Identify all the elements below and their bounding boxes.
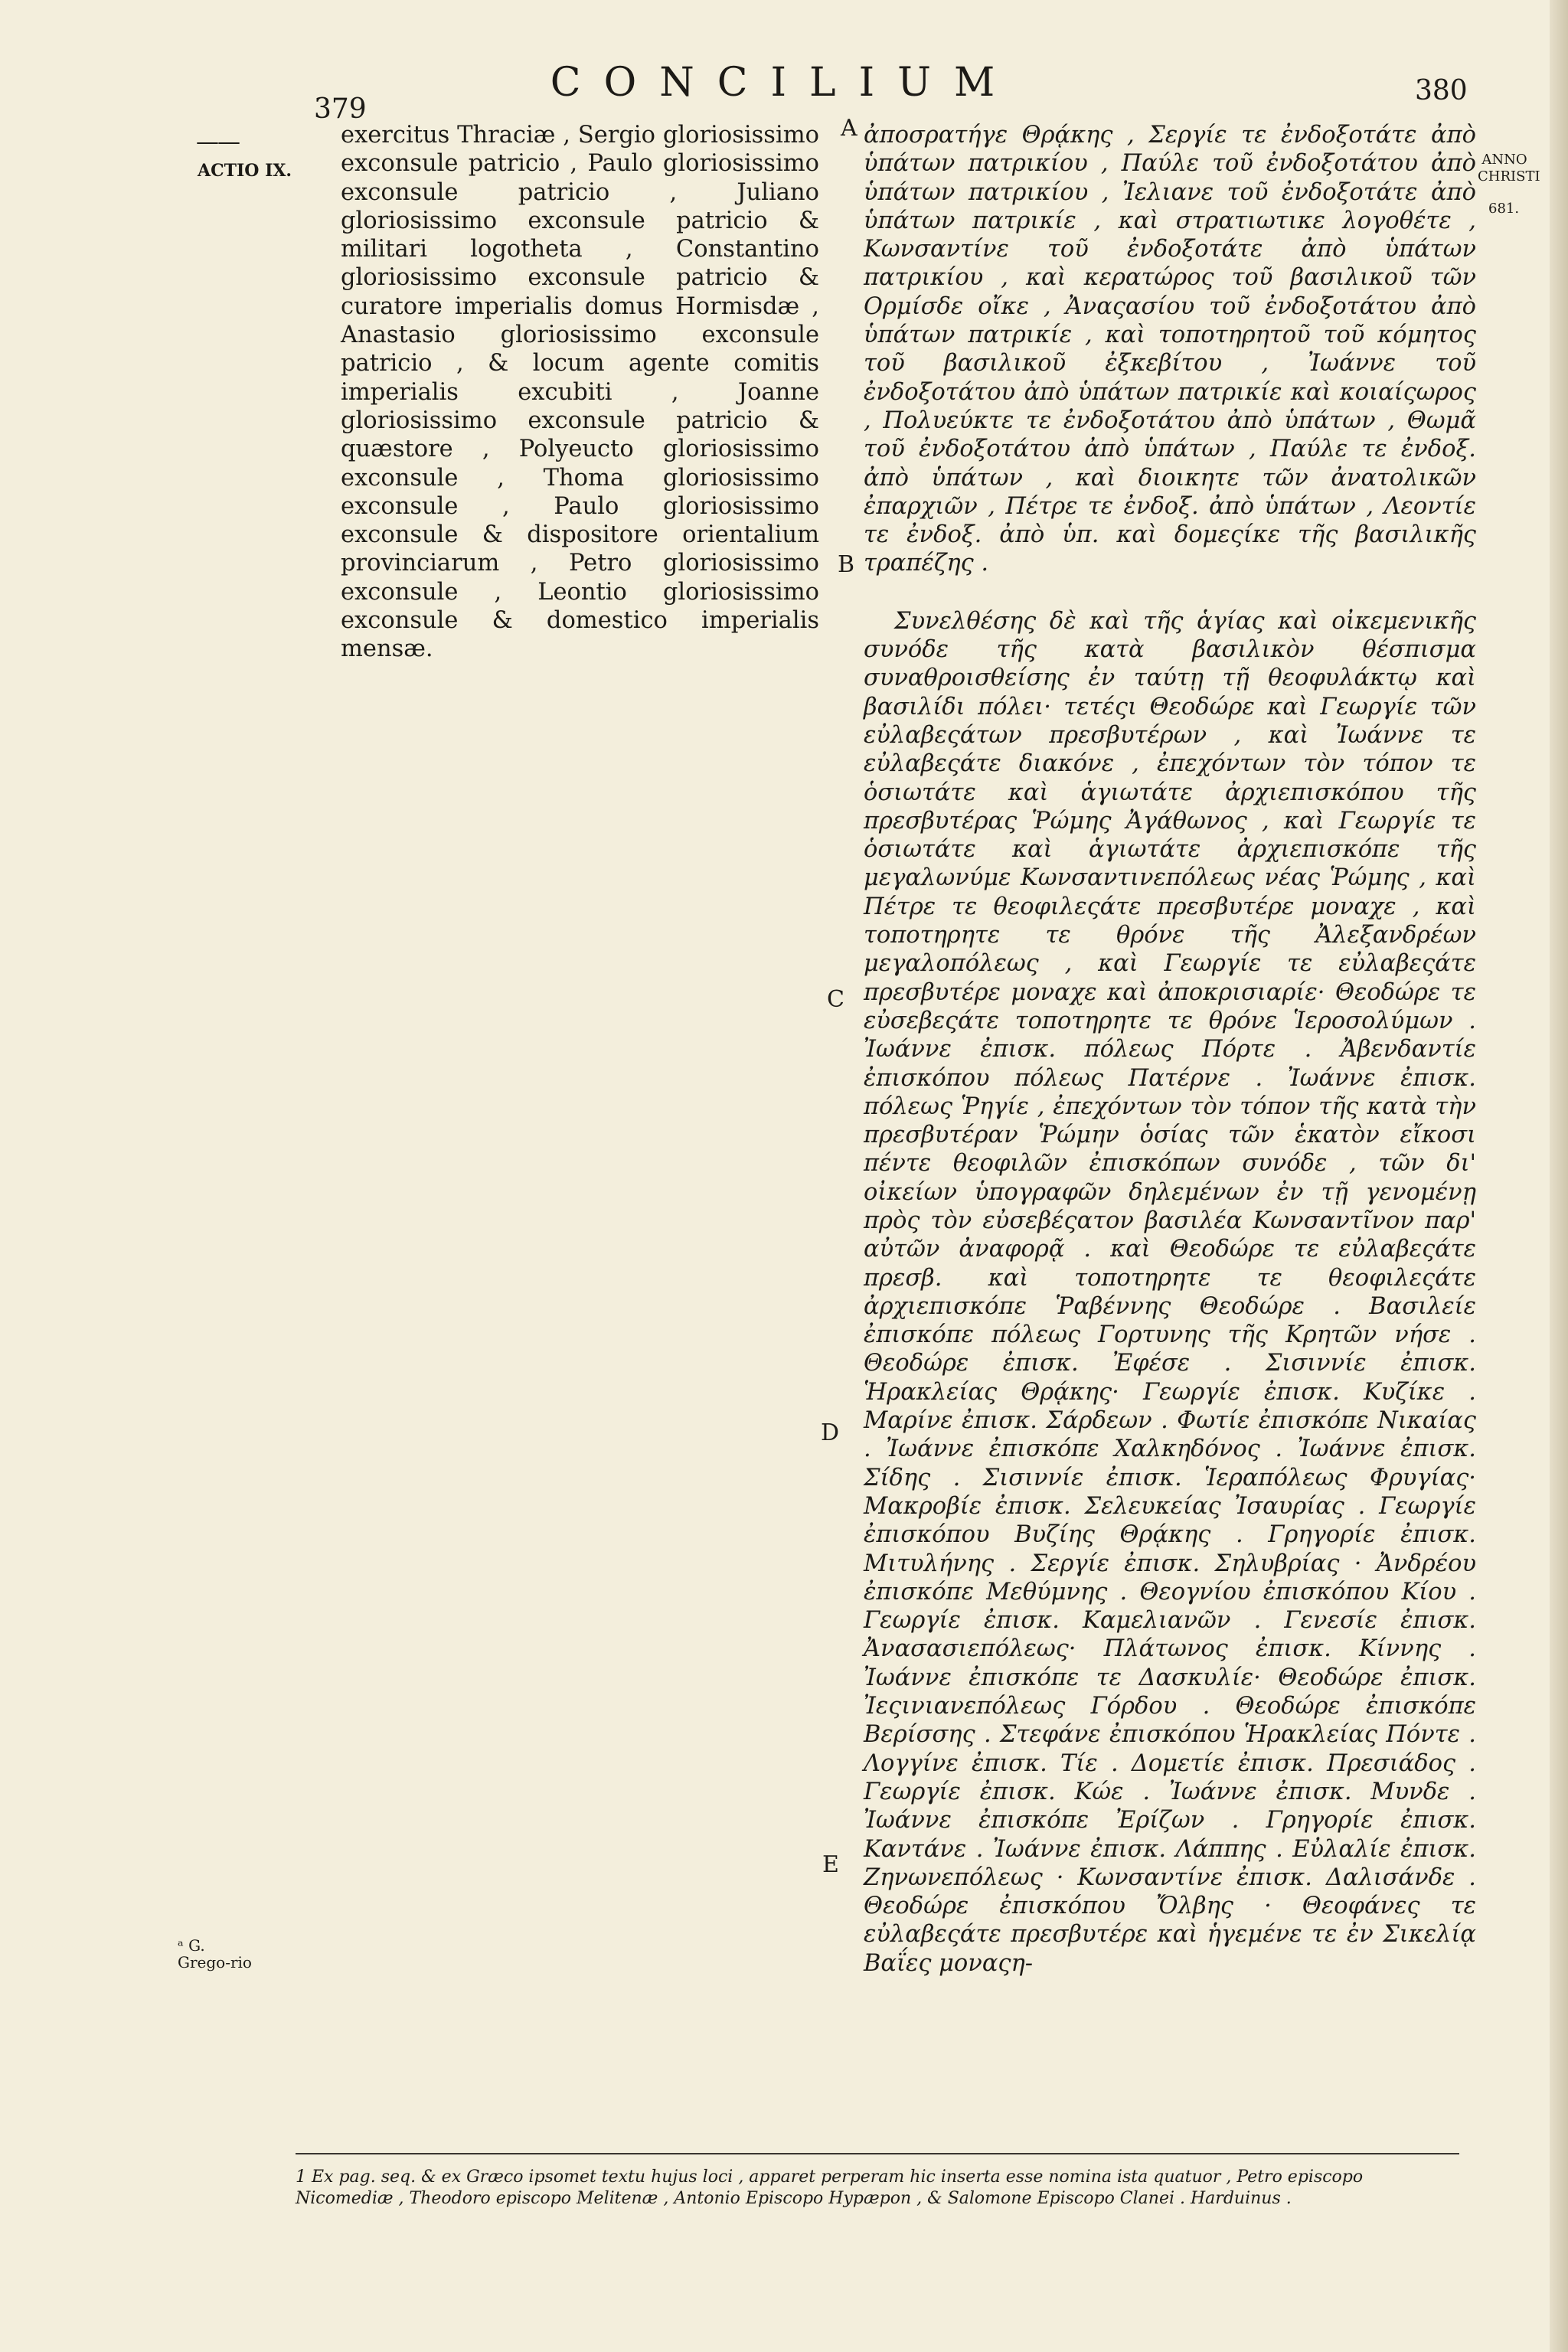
latin-paragraph: exercitus Thraciæ , Sergio gloriosissimo exconsule patricio , Paulo gloriosissimo exconsule patricio , Juliano gloriosissimo exconsule patricio & militari logotheta , Constantino gloriosissimo exconsule patricio & curatore imperialis domus Hormisdæ , Anastasio gloriosissimo exconsule patricio , & locum agente comitis imperialis excubiti , Joanne gloriosissimo exconsule patricio & quæstore , Polyeucto gloriosissimo exconsule , Thoma gloriosissimo exconsule , Paulo gloriosissimo exconsule & dispositore orientalium provinciarum , Petro gloriosissimo exconsule , Leontio gloriosissimo exconsule & domestico imperialis mensæ. — [341, 122, 819, 663]
actio-label: ACTIO IX. — [198, 161, 292, 181]
section-letter-d: D — [821, 1419, 840, 1446]
section-letter-b: B — [838, 551, 855, 578]
greek-paragraph: ἀποσρατήγε Θρᾴκης , Σεργίε τε ἐνδοξοτάτε ἀπὸ ὑπάτων πατρικίου , Παύλε τοῦ ἐνδοξοτάτου ἀπὸ ὑπάτων πατρικίου , Ἰελιανε τοῦ ἐνδοξοτάτε ἀπὸ ὑπάτων πατρικίε , καὶ στρατιωτικε λογοθέτε , Κωνσαντίνε τοῦ ἐνδοξοτάτε ἀπὸ ὑπάτων πατρικίου , καὶ κερατώρος τοῦ βασιλικοῦ τῶν Ορμίσδε οἴκε , Ἀναςασίου τοῦ ἐνδοξοτάτου ἀπὸ ὑπάτων πατρικίε , καὶ τοποτηρητοῦ τοῦ κόμητος τοῦ βασιλικοῦ ἐξκεβίτου , Ἰωάννε τοῦ ἐνδοξοτάτου ἀπὸ ὑπάτων πατρικίε καὶ κοιαίςωρος , Πολυεύκτε τε ἐνδοξοτάτου ἀπὸ ὑπάτων , Θωμᾶ τοῦ ἐνδοξοτάτου ἀπὸ ὑπάτων , Παύλε τε ἐνδοξ. ἀπὸ ὑπάτων , καὶ διοικητε τῶν ἀνατολικῶν ἐπαρχιῶν , Πέτρε τε ἐνδοξ. ἀπὸ ὑπάτων , Λεοντίε τε ἐνδοξ. ἀπὸ ὑπ. καὶ δομεςίκε τῆς βασιλικῆς τραπέζης . — [864, 122, 1476, 577]
footnote-number: 1 — [296, 2167, 306, 2187]
right-page-number: 380 — [1415, 75, 1468, 106]
footnote-rule — [296, 2153, 1459, 2154]
footnote-text: Ex pag. seq. & ex Græco ipsomet textu hujus loci , apparet perperam hic inserta esse nomina ista quatuor , Petro episcopo Nicomediæ , Theodoro episcopo Melitenæ , Antonio Episcopo Hypæpon , & Salomone Episcopo Clanei . Harduinus . — [296, 2167, 1364, 2208]
greek-text-column — [864, 121, 1476, 1978]
running-title: CONCILIUM — [550, 60, 1018, 106]
page-edge-shadow — [1550, 0, 1568, 2352]
anno-year: 681. — [1488, 201, 1520, 217]
section-letter-e: E — [822, 1851, 839, 1878]
footnote — [296, 2167, 1459, 2210]
anno-christi-label: ANNO CHRISTI — [1478, 152, 1540, 185]
side-note-gregorio: ᵃ G. Grego-rio — [178, 1936, 252, 1971]
section-letter-c: C — [827, 986, 844, 1013]
greek-paragraph: Συνελθέσης δὲ καὶ τῆς ἁγίας καὶ οἰκεμενικῆς συνόδε τῆς κατὰ βασιλικὸν θέσπισμα συναθροισθείσης ἐν ταύτῃ τῇ θεοφυλάκτῳ καὶ βασιλίδι πόλει· τετέςι Θεοδώρε καὶ Γεωργίε τῶν εὐλαβεςάτων πρεσβυτέρων , καὶ Ἰωάννε τε εὐλαβεςάτε διακόνε , ἐπεχόντων τὸν τόπον τε ὁσιωτάτε καὶ ἁγιωτάτε ἀρχιεπισκόπου τῆς πρεσβυτέρας Ῥώμης Ἀγάθωνος , καὶ Γεωργίε τε ὁσιωτάτε καὶ ἁγιωτάτε ἀρχιεπισκόπε τῆς μεγαλωνύμε Κωνσαντινεπόλεως νέας Ῥώμης , καὶ Πέτρε τε θεοφιλεςάτε πρεσβυτέρε μοναχε , καὶ τοποτηρητε τε θρόνε τῆς Ἀλεξανδρέων μεγαλοπόλεως , καὶ Γεωργίε τε εὐλαβεςάτε πρεσβυτέρε μοναχε καὶ ἀποκρισιαρίε· Θεοδώρε τε εὐσεβεςάτε τοποτηρητε τε θρόνε Ἱεροσολύμων . Ἰωάννε ἐπισκ. πόλεως Πόρτε . Ἀβενδαντίε ἐπισκόπου πόλεως Πατέρνε . Ἰωάννε ἐπισκ. πόλεως Ῥηγίε , ἐπεχόντων τὸν τόπον τῆς κατὰ τὴν πρεσβυτέραν Ῥώμην ὁσίας τῶν ἑκατὸν εἴκοσι πέντε θεοφιλῶν ἐπισκόπων συνόδε , τῶν δι' οἰκείων ὑπογραφῶν δηλεμένων ἐν τῇ γενομένῃ πρὸς τὸν εὐσεβέςατον βασιλέα Κωνσαντῖνον παρ' αὐτῶν ἀναφορᾷ . καὶ Θεοδώρε τε εὐλαβεςάτε πρεσβ. καὶ τοποτηρητε τε θεοφιλεςάτε ἀρχιεπισκόπε Ῥαβέννης Θεοδώρε . Βασιλείε ἐπισκόπε πόλεως Γορτυνης τῆς Κρητῶν νήσε . Θεοδώρε ἐπισκ. Ἐφέσε . Σισιννίε ἐπισκ. Ἡρακλείας Θρᾴκης· Γεωργίε ἐπισκ. Κυζίκε . Μαρίνε ἐπισκ. Σάρδεων . Φωτίε ἐπισκόπε Νικαίας . Ἰωάννε ἐπισκόπε Χαλκηδόνος . Ἰωάννε ἐπισκ. Σίδης . Σισιννίε ἐπισκ. Ἱεραπόλεως Φρυγίας· Μακροβίε ἐπισκ. Σελευκείας Ἰσαυρίας . Γεωργίε ἐπισκόπου Βυζίης Θρᾴκης . Γρηγορίε ἐπισκ. Μιτυλήνης . Σεργίε ἐπισκ. Σηλυβρίας · Ἀνδρέου ἐπισκόπε Μεθύμνης . Θεογνίου ἐπισκόπου Κίου . Γεωργίε ἐπισκ. Καμελιανῶν . Γενεσίε ἐπισκ. Ἀνασασιεπόλεως· Πλάτωνος ἐπισκ. Κίννης . Ἰωάννε ἐπισκόπε τε Δασκυλίε· Θεοδώρε ἐπισκ. Ἰεςινιανεπόλεως Γόρδου . Θεοδώρε ἐπισκόπε Βερίσσης . Στεφάνε ἐπισκόπου Ἡρακλείας Πόντε . Λογγίνε ἐπισκ. Τίε . Δομετίε ἐπισκ. Πρεσιάδος . Γεωργίε ἐπισκ. Κώε . Ἰωάννε ἐπισκ. Μυνδε . Ἰωάννε ἐπισκόπε Ἐρίζων . Γρηγορίε ἐπισκ. Καντάνε . Ἰωάννε ἐπισκ. Λάππης . Εὐλαλίε ἐπισκ. Ζηνωνεπόλεως · Κωνσαντίνε ἐπισκ. Δαλισάνδε . Θεοδώρε ἐπισκόπου Ὄλβης · Θεοφάνες τε εὐλαβεςάτε πρεσβυτέρε καὶ ἡγεμένε τε ἐν Σικελίᾳ Βαΐες μοναςη- — [864, 607, 1476, 1977]
latin-text-column — [341, 121, 819, 664]
continuation-dash: —— — [196, 129, 239, 155]
section-letter-a: A — [841, 115, 858, 142]
left-page-number: 379 — [314, 93, 367, 125]
